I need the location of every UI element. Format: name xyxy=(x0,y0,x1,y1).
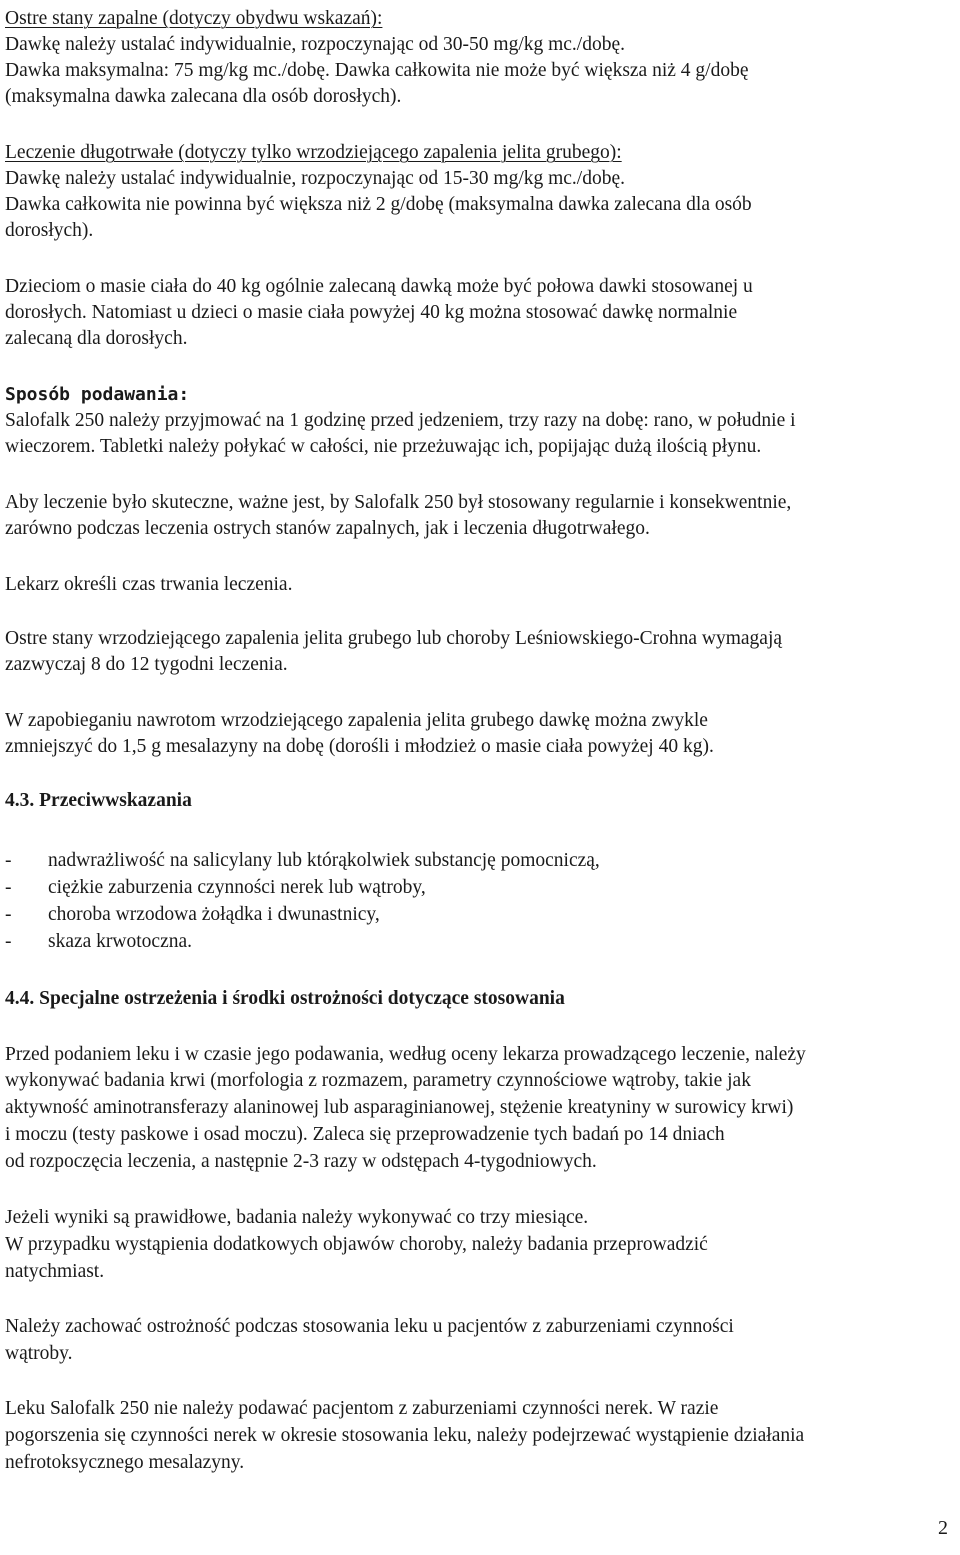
warnings-line: wątroby. xyxy=(5,1343,73,1364)
administration-line: wieczorem. Tabletki należy połykać w całości, nie przeżuwając ich, popijając dużą ilością płynu. xyxy=(5,436,762,457)
warnings-line: i moczu (testy paskowe i osad moczu). Zaleca się przeprowadzenie tych badań po 14 dniach xyxy=(5,1124,725,1145)
warnings-line: Leku Salofalk 250 nie należy podawać pacjentom z zaburzeniami czynności nerek. W razie xyxy=(5,1398,719,1419)
acute-line: Dawkę należy ustalać indywidualnie, rozpoczynając od 30-50 mg/kg mc./dobę. xyxy=(5,34,626,55)
longterm-heading: Leczenie długotrwałe (dotyczy tylko wrzodziejącego zapalenia jelita grubego): xyxy=(5,142,622,163)
warnings-line: Należy zachować ostrożność podczas stosowania leku u pacjentów z zaburzeniami czynności xyxy=(5,1316,734,1337)
page-number: 2 xyxy=(938,1517,948,1539)
administration-line: Salofalk 250 należy przyjmować na 1 godzinę przed jedzeniem, trzy razy na dobę: rano, w południe i xyxy=(5,410,796,431)
list-item xyxy=(5,849,600,873)
warnings-line: W przypadku wystąpienia dodatkowych objawów choroby, należy badania przeprowadzić xyxy=(5,1234,708,1255)
acute-line: (maksymalna dawka zalecana dla osób dorosłych). xyxy=(5,86,402,107)
warnings-line: aktywność aminotransferazy alaninowej lub asparaginianowej, stężenie kreatyniny w surowicy krwi) xyxy=(5,1097,794,1118)
children-line: Dzieciom o masie ciała do 40 kg ogólnie zalecaną dawką może być połowa dawki stosowanej u xyxy=(5,276,753,297)
warnings-line: pogorszenia się czynności nerek w okresie stosowania leku, należy podejrzewać wystąpienie działania xyxy=(5,1425,805,1446)
prevention-line: zmniejszyć do 1,5 g mesalazyny na dobę (dorośli i młodzież o masie ciała powyżej 40 kg). xyxy=(5,736,714,757)
warnings-line: natychmiast. xyxy=(5,1261,105,1282)
warnings-line: wykonywać badania krwi (morfologia z rozmazem, parametry czynnościowe wątroby, takie jak xyxy=(5,1070,751,1091)
children-line: dorosłych. Natomiast u dzieci o masie ciała powyżej 40 kg można stosować dawkę normalnie xyxy=(5,302,738,323)
list-item-text: skaza krwotoczna. xyxy=(48,931,193,952)
acute-heading: Ostre stany zapalne (dotyczy obydwu wskazań): xyxy=(5,8,383,29)
administration-heading: Sposób podawania: xyxy=(5,384,190,405)
acute-duration-line: Ostre stany wrzodziejącego zapalenia jelita grubego lub choroby Leśniowskiego-Crohna wymagają xyxy=(5,628,783,649)
list-item xyxy=(5,930,192,954)
list-dash: - xyxy=(5,904,12,925)
children-line: zalecaną dla dorosłych. xyxy=(5,328,188,349)
contraindications-heading: 4.3. Przeciwwskazania xyxy=(5,790,192,811)
warnings-line: nefrotoksycznego mesalazyny. xyxy=(5,1452,245,1473)
warnings-heading: 4.4. Specjalne ostrzeżenia i środki ostrożności dotyczące stosowania xyxy=(5,988,565,1009)
longterm-line: Dawkę należy ustalać indywidualnie, rozpoczynając od 15-30 mg/kg mc./dobę. xyxy=(5,168,626,189)
list-item xyxy=(5,903,380,927)
warnings-line: Przed podaniem leku i w czasie jego podawania, według oceny lekarza prowadzącego leczenie, należy xyxy=(5,1044,806,1065)
duration-text: Lekarz określi czas trwania leczenia. xyxy=(5,574,293,595)
list-item xyxy=(5,876,426,900)
list-item-text: nadwrażliwość na salicylany lub którąkolwiek substancję pomocniczą, xyxy=(48,850,600,871)
list-dash: - xyxy=(5,850,12,871)
prevention-line: W zapobieganiu nawrotom wrzodziejącego zapalenia jelita grubego dawkę można zwykle xyxy=(5,710,708,731)
effectiveness-line: Aby leczenie było skuteczne, ważne jest, by Salofalk 250 był stosowany regularnie i konsekwentnie, xyxy=(5,492,792,513)
longterm-line: dorosłych). xyxy=(5,220,94,241)
warnings-line: od rozpoczęcia leczenia, a następnie 2-3 razy w odstępach 4-tygodniowych. xyxy=(5,1151,597,1172)
list-item-text: choroba wrzodowa żołądka i dwunastnicy, xyxy=(48,904,380,925)
list-dash: - xyxy=(5,877,12,898)
longterm-line: Dawka całkowita nie powinna być większa niż 2 g/dobę (maksymalna dawka zalecana dla osób xyxy=(5,194,752,215)
list-dash: - xyxy=(5,931,12,952)
warnings-line: Jeżeli wyniki są prawidłowe, badania należy wykonywać co trzy miesiące. xyxy=(5,1207,589,1228)
list-item-text: ciężkie zaburzenia czynności nerek lub wątroby, xyxy=(48,877,426,898)
effectiveness-line: zarówno podczas leczenia ostrych stanów zapalnych, jak i leczenia długotrwałego. xyxy=(5,518,650,539)
acute-line: Dawka maksymalna: 75 mg/kg mc./dobę. Dawka całkowita nie może być większa niż 4 g/dobę xyxy=(5,60,749,81)
acute-duration-line: zazwyczaj 8 do 12 tygodni leczenia. xyxy=(5,654,288,675)
